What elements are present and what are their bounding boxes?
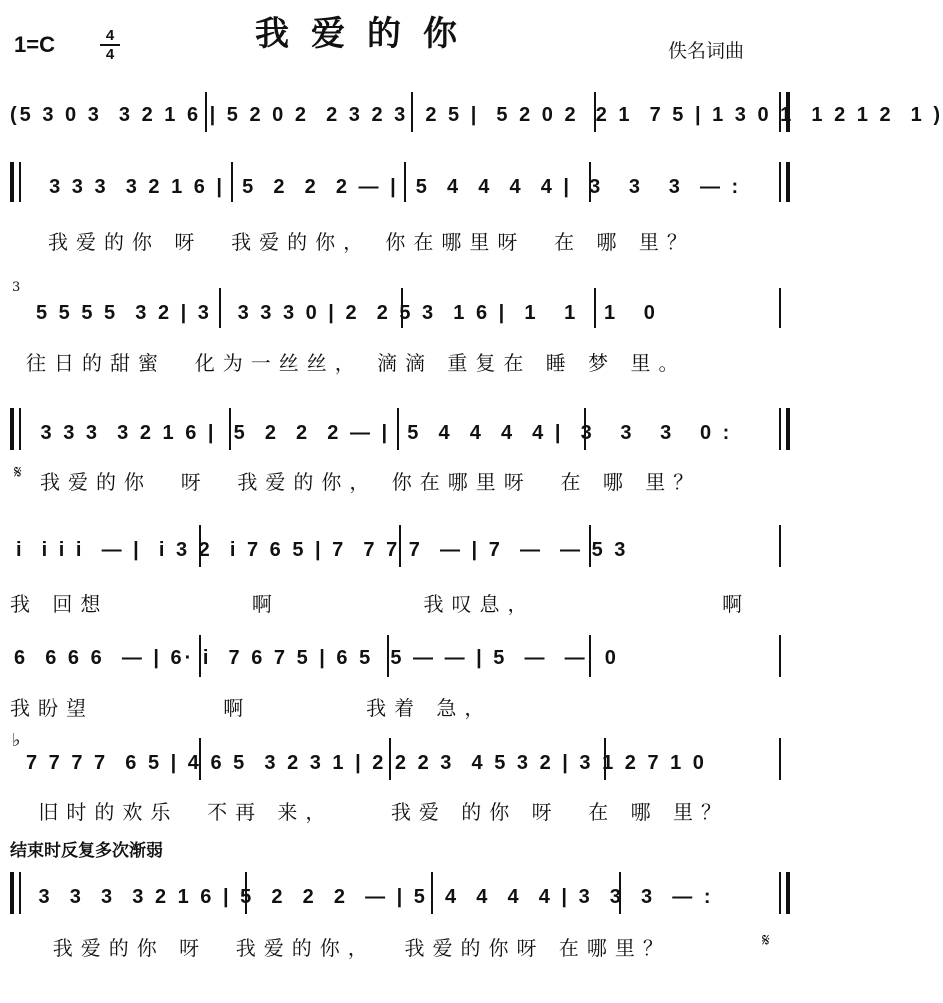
lyric-row: 我 回想 啊 我叹息， 啊 bbox=[10, 592, 751, 616]
notation-row: i i i i — | i 3 2 i 7 6 5 | 7 7 7 7 — | 7 — — 5 3 bbox=[16, 539, 637, 561]
score-line-3 bbox=[10, 408, 800, 468]
key-signature: 1=C bbox=[14, 32, 55, 57]
lyric-row: 往日的甜蜜 化为一丝丝， 滴滴 重复在 睡 梦 里。 bbox=[26, 351, 687, 375]
lyric-row: 我爱的你 呀 我爱的你， 我爱的你呀 在哪里？ bbox=[24, 936, 671, 960]
score-line-2 bbox=[10, 288, 800, 348]
score-line-7 bbox=[10, 872, 800, 932]
notation-row: (5 3 0 3 3 2 1 6 | 5 2 0 2 2 3 2 3 2 5 | 5 2 0 2 2 1 7 5 | 1 3 0 1 1 2 1 2 1 ) bbox=[10, 104, 943, 126]
credit: 佚名词曲 bbox=[668, 40, 745, 62]
notation-row: 3 3 3 3 2 1 6 | 5 2 2 2 — | 5 4 4 4 4 | 3 3 3 — : bbox=[30, 886, 714, 908]
lyric-row: 我爱的你 呀 我爱的你， 你在哪里呀 在 哪 里？ bbox=[48, 230, 695, 254]
time-signature bbox=[100, 28, 120, 62]
song-title: 我爱的你 bbox=[255, 14, 479, 54]
lyric-row: 我盼望 啊 我着 急， bbox=[10, 696, 493, 720]
notation-row: 6 6 6 6 — | 6· i 7 6 7 5 | 6 5 5 — — | 5 — — 0 bbox=[14, 647, 628, 669]
performance-instruction: 结束时反复多次渐弱 bbox=[10, 841, 163, 861]
segno-icon: 𝄋 bbox=[14, 462, 22, 483]
meter-top: 4 bbox=[105, 27, 115, 44]
lyric-row: 旧时的欢乐 不再 来， 我爱 的你 呀 在 哪 里？ bbox=[24, 800, 730, 824]
score-line-4 bbox=[10, 525, 800, 585]
lyric-row: 我爱的你 呀 我爱的你， 你在哪里呀 在 哪 里？ bbox=[40, 470, 702, 494]
notation-row: 3 3 3 3 2 1 6 | 5 2 2 2 — | 5 4 4 4 4 | 3 3 3 0 : bbox=[32, 422, 733, 444]
score-line-1 bbox=[10, 162, 800, 222]
score-line-5 bbox=[10, 635, 800, 695]
key-change-label: 3 bbox=[12, 280, 21, 295]
notation-row: 5 5 5 5 3 2 | 3 3 3 3 0 | 2 2 5 3 1 6 | 1 1 1 0 bbox=[36, 302, 667, 324]
segno-icon: 𝄋 bbox=[762, 930, 770, 951]
score-line-6 bbox=[10, 738, 800, 798]
meter-bottom: 4 bbox=[105, 46, 115, 63]
flat-icon: ♭ bbox=[12, 730, 21, 751]
notation-row: 7 7 7 7 6 5 | 4 6 5 3 2 3 1 | 2 2 2 3 4 5 3 2 | 3 1 2 7 1 0 bbox=[26, 752, 716, 774]
score-line-intro bbox=[10, 92, 943, 152]
notation-row: 3 3 3 3 2 1 6 | 5 2 2 2 — | 5 4 4 4 4 | 3 3 3 — : bbox=[32, 176, 742, 198]
